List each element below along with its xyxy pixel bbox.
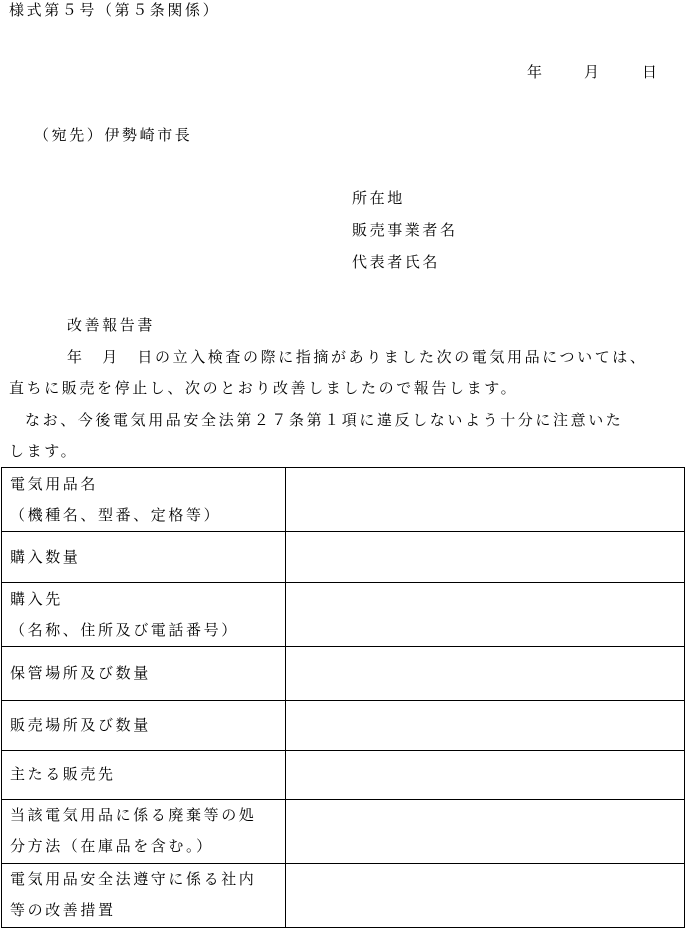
improvement-measures-field[interactable] [286, 863, 685, 927]
row-label-line: （機種名、型番、定格等） [10, 505, 222, 524]
row-label-line: 購入数量 [10, 547, 81, 566]
sales-location-field[interactable] [286, 701, 685, 750]
supplier-field[interactable] [286, 583, 685, 647]
row-label-line: 電気用品名 [10, 474, 99, 493]
row-label-line: （名称、住所及び電話番号） [10, 620, 239, 639]
report-table [1, 467, 685, 928]
row-label [2, 799, 286, 863]
row-label [2, 750, 286, 799]
table-row [2, 468, 685, 532]
main-customers-field[interactable] [286, 750, 685, 799]
applicant-representative-label: 代表者氏名 [352, 253, 441, 271]
electrical-product-name-field[interactable] [286, 468, 685, 532]
date-year-label: 年 [527, 63, 545, 81]
purchase-quantity-field[interactable] [286, 532, 685, 583]
row-label [2, 863, 286, 927]
form-number: 様式第５号（第５条関係） [9, 1, 221, 19]
row-label-line: 電気用品安全法遵守に係る社内 [10, 870, 257, 889]
table-row [2, 863, 685, 927]
row-label [2, 583, 286, 647]
disposal-method-field[interactable] [286, 799, 685, 863]
date-day-label: 日 [642, 63, 660, 81]
date-month-label: 月 [584, 63, 602, 81]
table-row [2, 647, 685, 701]
row-label-line: 当該電気用品に係る廃棄等の処 [10, 806, 257, 825]
row-label [2, 468, 286, 532]
row-label-line: 分方法（在庫品を含む。） [10, 837, 214, 856]
table-row [2, 583, 685, 647]
body-text-line: なお、今後電気用品安全法第２７条第１項に違反しないよう十分に注意いた [25, 411, 624, 429]
table-row [2, 532, 685, 583]
document-title: 改善報告書 [67, 316, 156, 334]
body-text-line: します。 [9, 442, 79, 460]
addressee: （宛先）伊勢崎市長 [34, 126, 193, 144]
row-label-line: 主たる販売先 [10, 765, 116, 784]
row-label-line: 購入先 [10, 589, 63, 608]
table-row [2, 701, 685, 750]
body-text-line: 年 月 日の立入検査の際に指摘がありました次の電気用品については、 [67, 348, 648, 366]
applicant-address-label: 所在地 [352, 189, 405, 207]
row-label-line: 等の改善措置 [10, 901, 116, 920]
body-text-line: 直ちに販売を停止し、次のとおり改善しましたので報告します。 [9, 379, 519, 397]
row-label [2, 532, 286, 583]
storage-location-field[interactable] [286, 647, 685, 701]
row-label [2, 701, 286, 750]
row-label-line: 販売場所及び数量 [10, 716, 151, 735]
table-row [2, 799, 685, 863]
table-row [2, 750, 685, 799]
row-label [2, 647, 286, 701]
row-label-line: 保管場所及び数量 [10, 664, 151, 683]
applicant-business-name-label: 販売事業者名 [352, 221, 458, 239]
